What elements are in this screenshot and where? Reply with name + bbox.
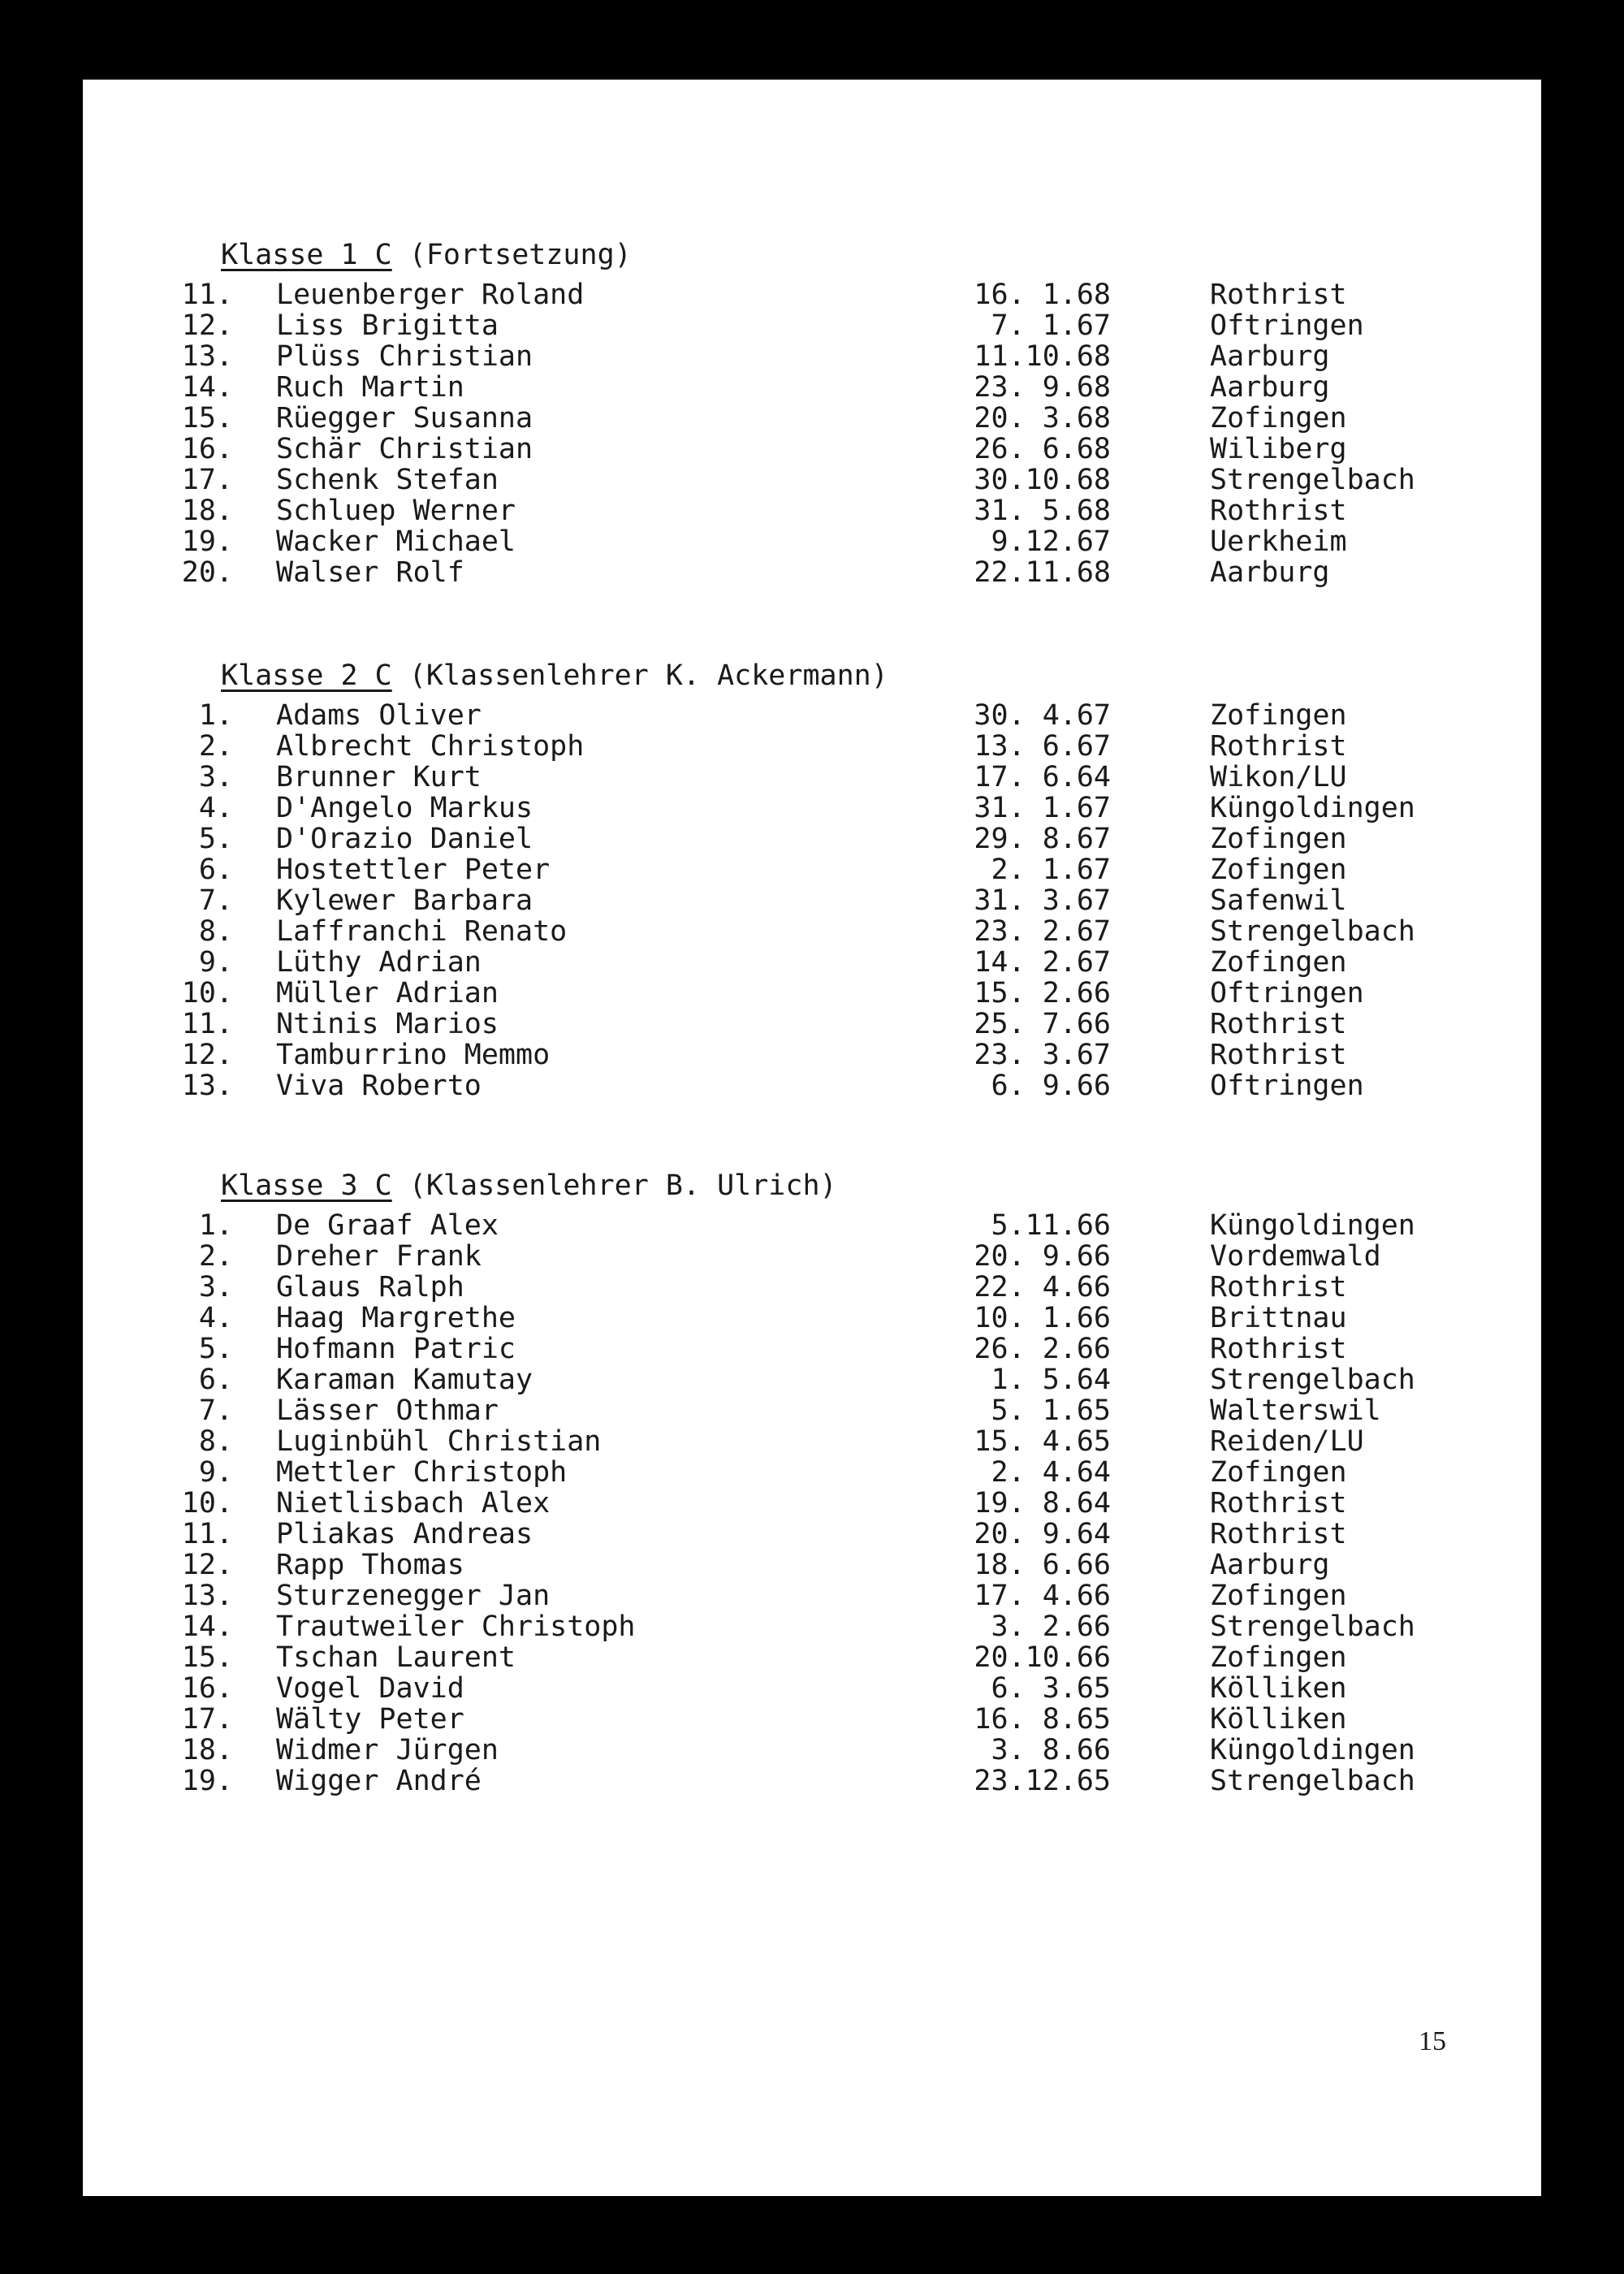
student-row: [83, 1395, 1541, 1426]
student-name: Walser Rolf: [276, 556, 464, 589]
student-name: Leuenberger Roland: [276, 279, 585, 311]
hometown: Strengelbach: [1210, 1765, 1415, 1797]
row-number: 16.: [181, 433, 233, 465]
student-name: Brunner Kurt: [276, 761, 482, 793]
birth-date: 31. 3.67: [974, 884, 1111, 917]
row-number: 5.: [198, 1333, 233, 1365]
birth-date: 31. 5.68: [974, 495, 1111, 527]
hometown: Vordemwald: [1210, 1240, 1381, 1273]
row-number: 12.: [181, 1549, 233, 1581]
row-number: 12.: [181, 309, 233, 342]
birth-date: 5.11.66: [991, 1209, 1111, 1242]
section-heading-class: Klasse 1 C: [221, 239, 392, 271]
student-name: Schluep Werner: [276, 495, 516, 527]
birth-date: 17. 6.64: [974, 761, 1111, 793]
birth-date: 20. 3.68: [974, 402, 1111, 434]
hometown: Brittnau: [1210, 1302, 1347, 1334]
document-page: [83, 80, 1541, 2196]
hometown: Aarburg: [1210, 1549, 1330, 1581]
hometown: Aarburg: [1210, 371, 1330, 404]
hometown: Rothrist: [1210, 1487, 1347, 1520]
student-name: Nietlisbach Alex: [276, 1487, 551, 1520]
student-name: Liss Brigitta: [276, 309, 499, 342]
hometown: Strengelbach: [1210, 915, 1415, 948]
student-row: [83, 793, 1541, 824]
student-name: Tschan Laurent: [276, 1641, 516, 1674]
student-row: [83, 978, 1541, 1009]
student-row: [83, 1735, 1541, 1766]
birth-date: 9.12.67: [991, 525, 1111, 558]
student-row: [83, 1580, 1541, 1611]
student-row: [83, 1519, 1541, 1550]
row-number: 1.: [198, 1209, 233, 1242]
student-row: [83, 1070, 1541, 1101]
hometown: Zofingen: [1210, 699, 1347, 732]
student-name: Widmer Jürgen: [276, 1734, 499, 1766]
hometown: Wikon/LU: [1210, 761, 1347, 793]
hometown: Rothrist: [1210, 279, 1347, 311]
student-row: [83, 341, 1541, 372]
birth-date: 20.10.66: [974, 1641, 1111, 1674]
student-name: Rapp Thomas: [276, 1549, 464, 1581]
student-row: [83, 465, 1541, 495]
birth-date: 26. 6.68: [974, 433, 1111, 465]
student-row: [83, 1704, 1541, 1735]
section-heading-note: (Klassenlehrer K. Ackermann): [391, 659, 888, 692]
birth-date: 19. 8.64: [974, 1487, 1111, 1520]
student-row: [83, 310, 1541, 341]
student-row: [83, 526, 1541, 557]
section-heading-note: (Klassenlehrer B. Ulrich): [391, 1169, 837, 1202]
section-heading-note: (Fortsetzung): [391, 239, 632, 271]
student-row: [83, 557, 1541, 588]
page-number: 15: [1419, 2026, 1446, 2056]
student-name: Glaus Ralph: [276, 1271, 464, 1303]
hometown: Rothrist: [1210, 730, 1347, 763]
student-row: [83, 762, 1541, 793]
student-row: [83, 1009, 1541, 1040]
birth-date: 3. 8.66: [991, 1734, 1111, 1766]
student-name: Tamburrino Memmo: [276, 1039, 551, 1071]
row-number: 10.: [181, 1487, 233, 1520]
birth-date: 22. 4.66: [974, 1271, 1111, 1303]
row-number: 8.: [198, 915, 233, 948]
student-name: Vogel David: [276, 1672, 464, 1705]
student-row: [83, 1611, 1541, 1642]
row-number: 6.: [198, 1364, 233, 1396]
birth-date: 25. 7.66: [974, 1008, 1111, 1040]
student-name: D'Orazio Daniel: [276, 823, 533, 855]
hometown: Zofingen: [1210, 1641, 1347, 1674]
student-row: [83, 1673, 1541, 1704]
birth-date: 22.11.68: [974, 556, 1111, 589]
hometown: Küngoldingen: [1210, 1734, 1415, 1766]
birth-date: 16. 8.65: [974, 1703, 1111, 1736]
section-heading-class: Klasse 3 C: [221, 1169, 392, 1202]
student-row: [83, 1426, 1541, 1457]
birth-date: 30.10.68: [974, 464, 1111, 496]
student-row: [83, 403, 1541, 434]
row-number: 7.: [198, 884, 233, 917]
row-number: 8.: [198, 1425, 233, 1458]
student-list: [83, 279, 1541, 588]
section-heading: [221, 239, 632, 271]
student-name: De Graaf Alex: [276, 1209, 499, 1242]
student-row: [83, 372, 1541, 403]
row-number: 18.: [181, 495, 233, 527]
student-name: Rüegger Susanna: [276, 402, 533, 434]
student-row: [83, 1364, 1541, 1395]
student-name: Trautweiler Christoph: [276, 1610, 636, 1643]
hometown: Rothrist: [1210, 1333, 1347, 1365]
student-row: [83, 495, 1541, 526]
student-name: D'Angelo Markus: [276, 792, 533, 824]
birth-date: 23. 3.67: [974, 1039, 1111, 1071]
row-number: 13.: [181, 340, 233, 373]
section-heading: [221, 659, 888, 692]
student-row: [83, 1303, 1541, 1334]
hometown: Rothrist: [1210, 495, 1347, 527]
hometown: Strengelbach: [1210, 1364, 1415, 1396]
hometown: Zofingen: [1210, 1580, 1347, 1612]
student-row: [83, 916, 1541, 947]
row-number: 19.: [181, 1765, 233, 1797]
student-name: Schenk Stefan: [276, 464, 499, 496]
hometown: Rothrist: [1210, 1039, 1347, 1071]
student-row: [83, 700, 1541, 731]
student-name: Pliakas Andreas: [276, 1518, 533, 1550]
student-name: Wigger André: [276, 1765, 482, 1797]
hometown: Zofingen: [1210, 946, 1347, 979]
birth-date: 23. 9.68: [974, 371, 1111, 404]
row-number: 14.: [181, 371, 233, 404]
hometown: Zofingen: [1210, 823, 1347, 855]
section-heading: [221, 1169, 837, 1202]
row-number: 19.: [181, 525, 233, 558]
student-name: Kylewer Barbara: [276, 884, 533, 917]
birth-date: 23.12.65: [974, 1765, 1111, 1797]
birth-date: 15. 2.66: [974, 977, 1111, 1009]
hometown: Aarburg: [1210, 556, 1330, 589]
row-number: 6.: [198, 854, 233, 886]
hometown: Strengelbach: [1210, 1610, 1415, 1643]
hometown: Rothrist: [1210, 1271, 1347, 1303]
row-number: 9.: [198, 946, 233, 979]
hometown: Oftringen: [1210, 309, 1364, 342]
student-list: [83, 700, 1541, 1101]
hometown: Rothrist: [1210, 1518, 1347, 1550]
student-row: [83, 947, 1541, 978]
student-row: [83, 1488, 1541, 1519]
row-number: 4.: [198, 792, 233, 824]
student-row: [83, 885, 1541, 916]
birth-date: 10. 1.66: [974, 1302, 1111, 1334]
birth-date: 17. 4.66: [974, 1580, 1111, 1612]
row-number: 13.: [181, 1580, 233, 1612]
birth-date: 14. 2.67: [974, 946, 1111, 979]
student-name: Sturzenegger Jan: [276, 1580, 551, 1612]
student-name: Laffranchi Renato: [276, 915, 568, 948]
row-number: 17.: [181, 1703, 233, 1736]
section-heading-class: Klasse 2 C: [221, 659, 392, 692]
student-name: Adams Oliver: [276, 699, 482, 732]
hometown: Rothrist: [1210, 1008, 1347, 1040]
row-number: 20.: [181, 556, 233, 589]
hometown: Strengelbach: [1210, 464, 1415, 496]
birth-date: 1. 5.64: [991, 1364, 1111, 1396]
birth-date: 31. 1.67: [974, 792, 1111, 824]
row-number: 14.: [181, 1610, 233, 1643]
student-name: Mettler Christoph: [276, 1456, 568, 1489]
hometown: Oftringen: [1210, 1070, 1364, 1102]
student-name: Hostettler Peter: [276, 854, 551, 886]
hometown: Zofingen: [1210, 402, 1347, 434]
student-name: Luginbühl Christian: [276, 1425, 602, 1458]
hometown: Safenwil: [1210, 884, 1347, 917]
row-number: 3.: [198, 1271, 233, 1303]
birth-date: 15. 4.65: [974, 1425, 1111, 1458]
hometown: Küngoldingen: [1210, 792, 1415, 824]
row-number: 4.: [198, 1302, 233, 1334]
birth-date: 23. 2.67: [974, 915, 1111, 948]
student-row: [83, 1210, 1541, 1241]
row-number: 2.: [198, 730, 233, 763]
birth-date: 18. 6.66: [974, 1549, 1111, 1581]
birth-date: 20. 9.66: [974, 1240, 1111, 1273]
row-number: 3.: [198, 761, 233, 793]
student-name: Plüss Christian: [276, 340, 533, 373]
student-row: [83, 1457, 1541, 1488]
birth-date: 30. 4.67: [974, 699, 1111, 732]
student-name: Karaman Kamutay: [276, 1364, 533, 1396]
birth-date: 6. 3.65: [991, 1672, 1111, 1705]
student-name: Albrecht Christoph: [276, 730, 585, 763]
hometown: Zofingen: [1210, 1456, 1347, 1489]
student-row: [83, 1642, 1541, 1673]
hometown: Walterswil: [1210, 1394, 1381, 1427]
student-row: [83, 1241, 1541, 1272]
student-name: Ntinis Marios: [276, 1008, 499, 1040]
row-number: 9.: [198, 1456, 233, 1489]
student-name: Haag Margrethe: [276, 1302, 516, 1334]
birth-date: 3. 2.66: [991, 1610, 1111, 1643]
birth-date: 2. 4.64: [991, 1456, 1111, 1489]
row-number: 13.: [181, 1070, 233, 1102]
birth-date: 20. 9.64: [974, 1518, 1111, 1550]
student-row: [83, 279, 1541, 310]
student-name: Lässer Othmar: [276, 1394, 499, 1427]
row-number: 15.: [181, 402, 233, 434]
student-row: [83, 1040, 1541, 1070]
student-name: Lüthy Adrian: [276, 946, 482, 979]
student-name: Schär Christian: [276, 433, 533, 465]
birth-date: 5. 1.65: [991, 1394, 1111, 1427]
hometown: Kölliken: [1210, 1672, 1347, 1705]
row-number: 16.: [181, 1672, 233, 1705]
birth-date: 6. 9.66: [991, 1070, 1111, 1102]
birth-date: 2. 1.67: [991, 854, 1111, 886]
row-number: 18.: [181, 1734, 233, 1766]
student-row: [83, 1272, 1541, 1303]
birth-date: 13. 6.67: [974, 730, 1111, 763]
row-number: 11.: [181, 1518, 233, 1550]
student-name: Müller Adrian: [276, 977, 499, 1009]
row-number: 2.: [198, 1240, 233, 1273]
birth-date: 16. 1.68: [974, 279, 1111, 311]
student-name: Hofmann Patric: [276, 1333, 516, 1365]
student-name: Wälty Peter: [276, 1703, 464, 1736]
student-name: Ruch Martin: [276, 371, 464, 404]
hometown: Wiliberg: [1210, 433, 1347, 465]
row-number: 15.: [181, 1641, 233, 1674]
student-row: [83, 434, 1541, 465]
row-number: 7.: [198, 1394, 233, 1427]
row-number: 12.: [181, 1039, 233, 1071]
student-name: Wacker Michael: [276, 525, 516, 558]
student-row: [83, 1334, 1541, 1364]
hometown: Reiden/LU: [1210, 1425, 1364, 1458]
student-row: [83, 1766, 1541, 1796]
row-number: 1.: [198, 699, 233, 732]
hometown: Kölliken: [1210, 1703, 1347, 1736]
student-row: [83, 731, 1541, 762]
hometown: Zofingen: [1210, 854, 1347, 886]
student-row: [83, 854, 1541, 885]
birth-date: 29. 8.67: [974, 823, 1111, 855]
hometown: Aarburg: [1210, 340, 1330, 373]
row-number: 5.: [198, 823, 233, 855]
hometown: Oftringen: [1210, 977, 1364, 1009]
hometown: Uerkheim: [1210, 525, 1347, 558]
student-row: [83, 824, 1541, 854]
student-name: Dreher Frank: [276, 1240, 482, 1273]
birth-date: 7. 1.67: [991, 309, 1111, 342]
row-number: 17.: [181, 464, 233, 496]
hometown: Küngoldingen: [1210, 1209, 1415, 1242]
row-number: 11.: [181, 279, 233, 311]
student-list: [83, 1210, 1541, 1796]
birth-date: 11.10.68: [974, 340, 1111, 373]
student-row: [83, 1550, 1541, 1580]
row-number: 11.: [181, 1008, 233, 1040]
birth-date: 26. 2.66: [974, 1333, 1111, 1365]
row-number: 10.: [181, 977, 233, 1009]
student-name: Viva Roberto: [276, 1070, 482, 1102]
